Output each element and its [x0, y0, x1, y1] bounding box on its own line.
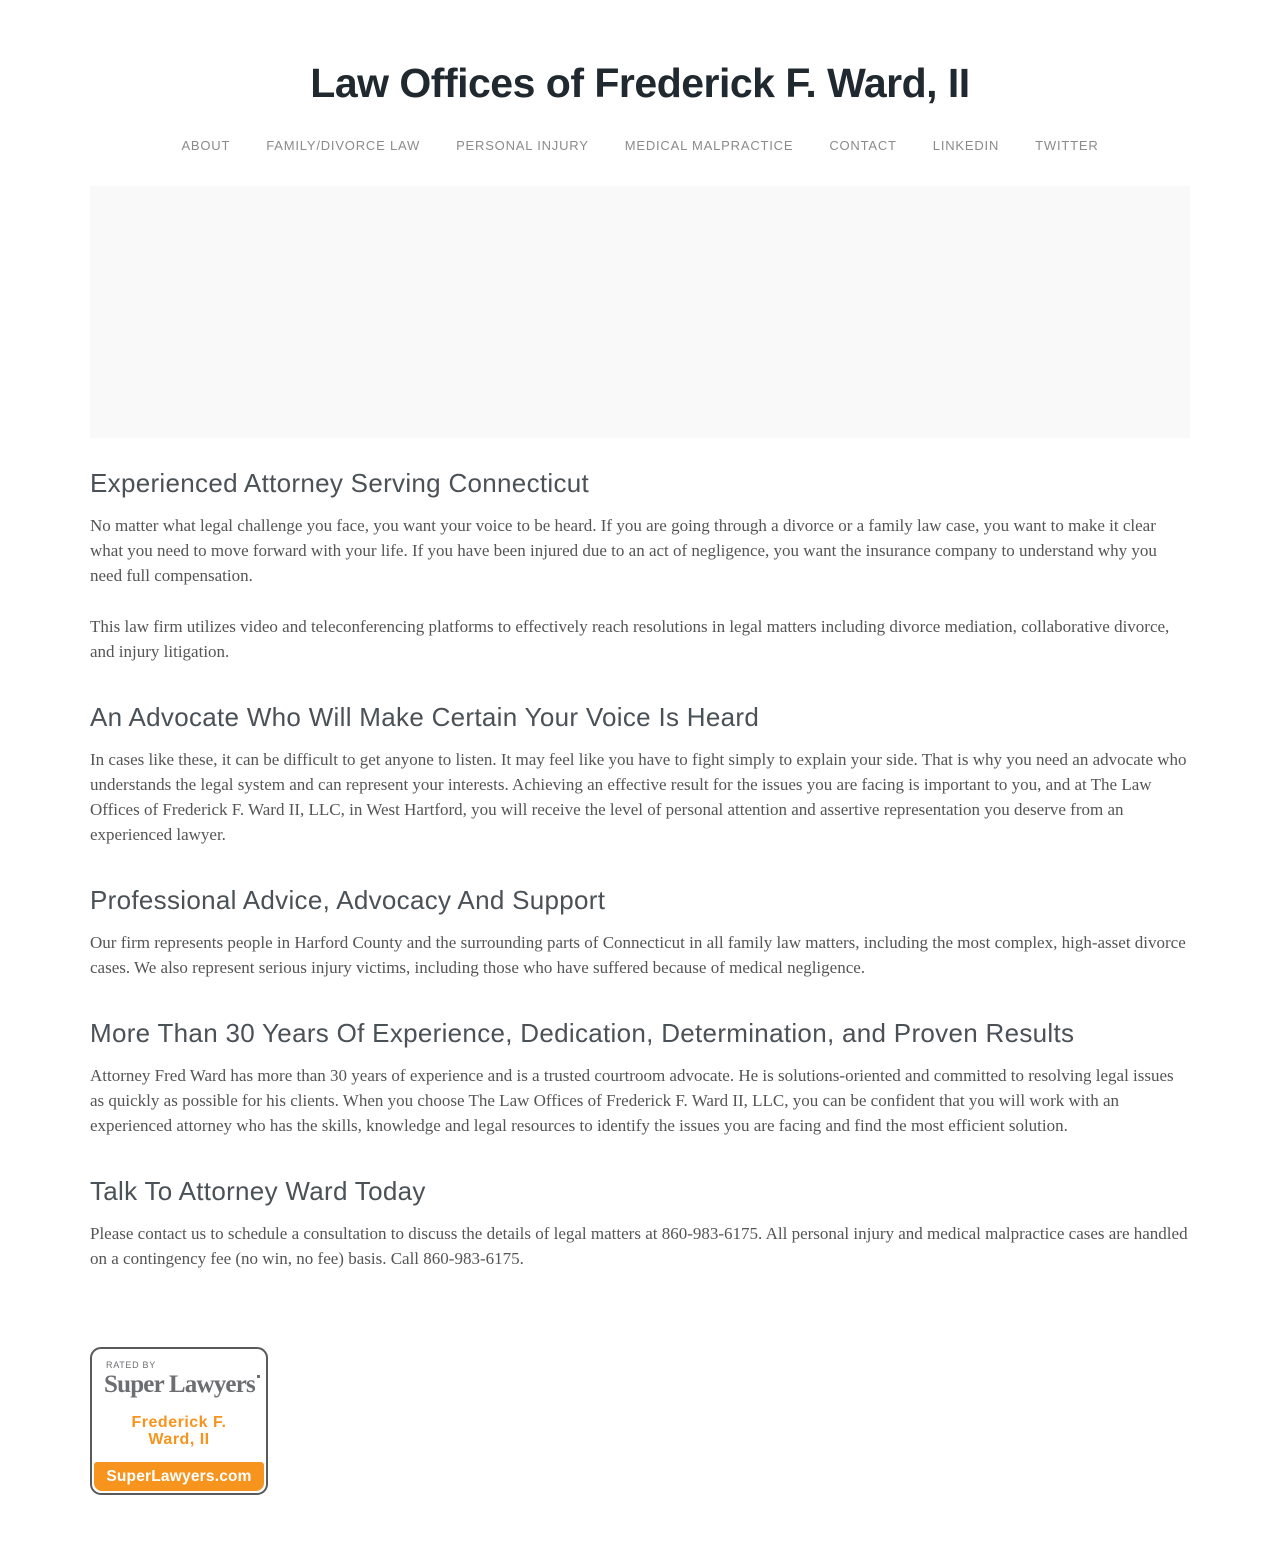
nav-item-medical-malpractice[interactable]: MEDICAL MALPRACTICE	[624, 138, 794, 153]
trademark-mark-icon	[257, 1375, 260, 1378]
section-paragraph: No matter what legal challenge you face, you want your voice to be heard. If you are going through a divorce or a family law case, you want to make it clear what you need to move forward with your life. If you have been injured due to an act of negligence, you want the insurance company to understand why you need full compensation.	[90, 516, 1157, 585]
section-heading: Professional Advice, Advocacy And Support	[90, 885, 606, 915]
badge-website-bar[interactable]: SuperLawyers.com	[94, 1462, 264, 1491]
main-nav	[0, 138, 1280, 153]
super-lawyers-logo-text: Super Lawyers	[104, 1371, 255, 1398]
hero-image-placeholder	[90, 186, 1190, 438]
main-content	[90, 186, 1190, 1495]
section-experienced-attorney	[90, 468, 1190, 664]
section-paragraph: Our firm represents people in Harford County and the surrounding parts of Connecticut in all family law matters, including the most complex, high-asset divorce cases. We also represent serious injury victims, including those who have suffered because of medical negligence.	[90, 933, 1186, 977]
section-professional-advice	[90, 885, 1190, 980]
badge-attorney-name	[92, 1414, 266, 1448]
super-lawyers-logo	[104, 1371, 266, 1399]
nav-item-family-divorce-law[interactable]: FAMILY/DIVORCE LAW	[266, 138, 421, 153]
badge-rated-by-label: RATED BY	[106, 1360, 156, 1370]
super-lawyers-badge[interactable]	[90, 1347, 268, 1495]
section-experience-results	[90, 1018, 1190, 1138]
nav-item-linkedin[interactable]: LINKEDIN	[932, 138, 1000, 153]
section-heading: Talk To Attorney Ward Today	[90, 1176, 426, 1206]
nav-item-contact[interactable]: CONTACT	[829, 138, 897, 153]
nav-item-twitter[interactable]: TWITTER	[1035, 138, 1099, 153]
nav-item-personal-injury[interactable]: PERSONAL INJURY	[456, 138, 589, 153]
site-title[interactable]: Law Offices of Frederick F. Ward, II	[310, 60, 970, 106]
section-heading: More Than 30 Years Of Experience, Dedication, Determination, and Proven Results	[90, 1018, 1075, 1048]
section-paragraph: In cases like these, it can be difficult to get anyone to listen. It may feel like you have to fight simply to explain your side. That is why you need an advocate who understands the legal system and can represent your interests. Achieving an effective result for the issues you are facing is important to you, and at The Law Offices of Frederick F. Ward II, LLC, in West Hartford, you will receive the level of personal attention and assertive representation you deserve from an experienced lawyer.	[90, 750, 1187, 844]
section-paragraph: Please contact us to schedule a consultation to discuss the details of legal matters at 860-983-6175. All personal injury and medical malpractice cases are handled on a contingency fee (no win, no fee) basis. Call 860-983-6175.	[90, 1224, 1188, 1268]
badge-attorney-name-line2: Ward, II	[148, 1430, 210, 1448]
badge-attorney-name-line1: Frederick F.	[131, 1413, 227, 1431]
site-header	[0, 0, 1280, 153]
section-paragraph: Attorney Fred Ward has more than 30 years of experience and is a trusted courtroom advocate. He is solutions-oriented and committed to resolving legal issues as quickly as possible for his clients. When you choose The Law Offices of Frederick F. Ward II, LLC, you can be confident that you will work with an experienced attorney who has the skills, knowledge and legal resources to identify the issues you are facing and find the most efficient solution.	[90, 1066, 1174, 1135]
section-paragraph: This law firm utilizes video and teleconferencing platforms to effectively reach resolutions in legal matters including divorce mediation, collaborative divorce, and injury litigation.	[90, 617, 1170, 661]
nav-item-about[interactable]: ABOUT	[181, 138, 231, 153]
section-heading: An Advocate Who Will Make Certain Your Voice Is Heard	[90, 702, 760, 732]
section-talk-to-attorney	[90, 1176, 1190, 1271]
section-advocate-voice-heard	[90, 702, 1190, 847]
section-heading: Experienced Attorney Serving Connecticut	[90, 468, 590, 498]
